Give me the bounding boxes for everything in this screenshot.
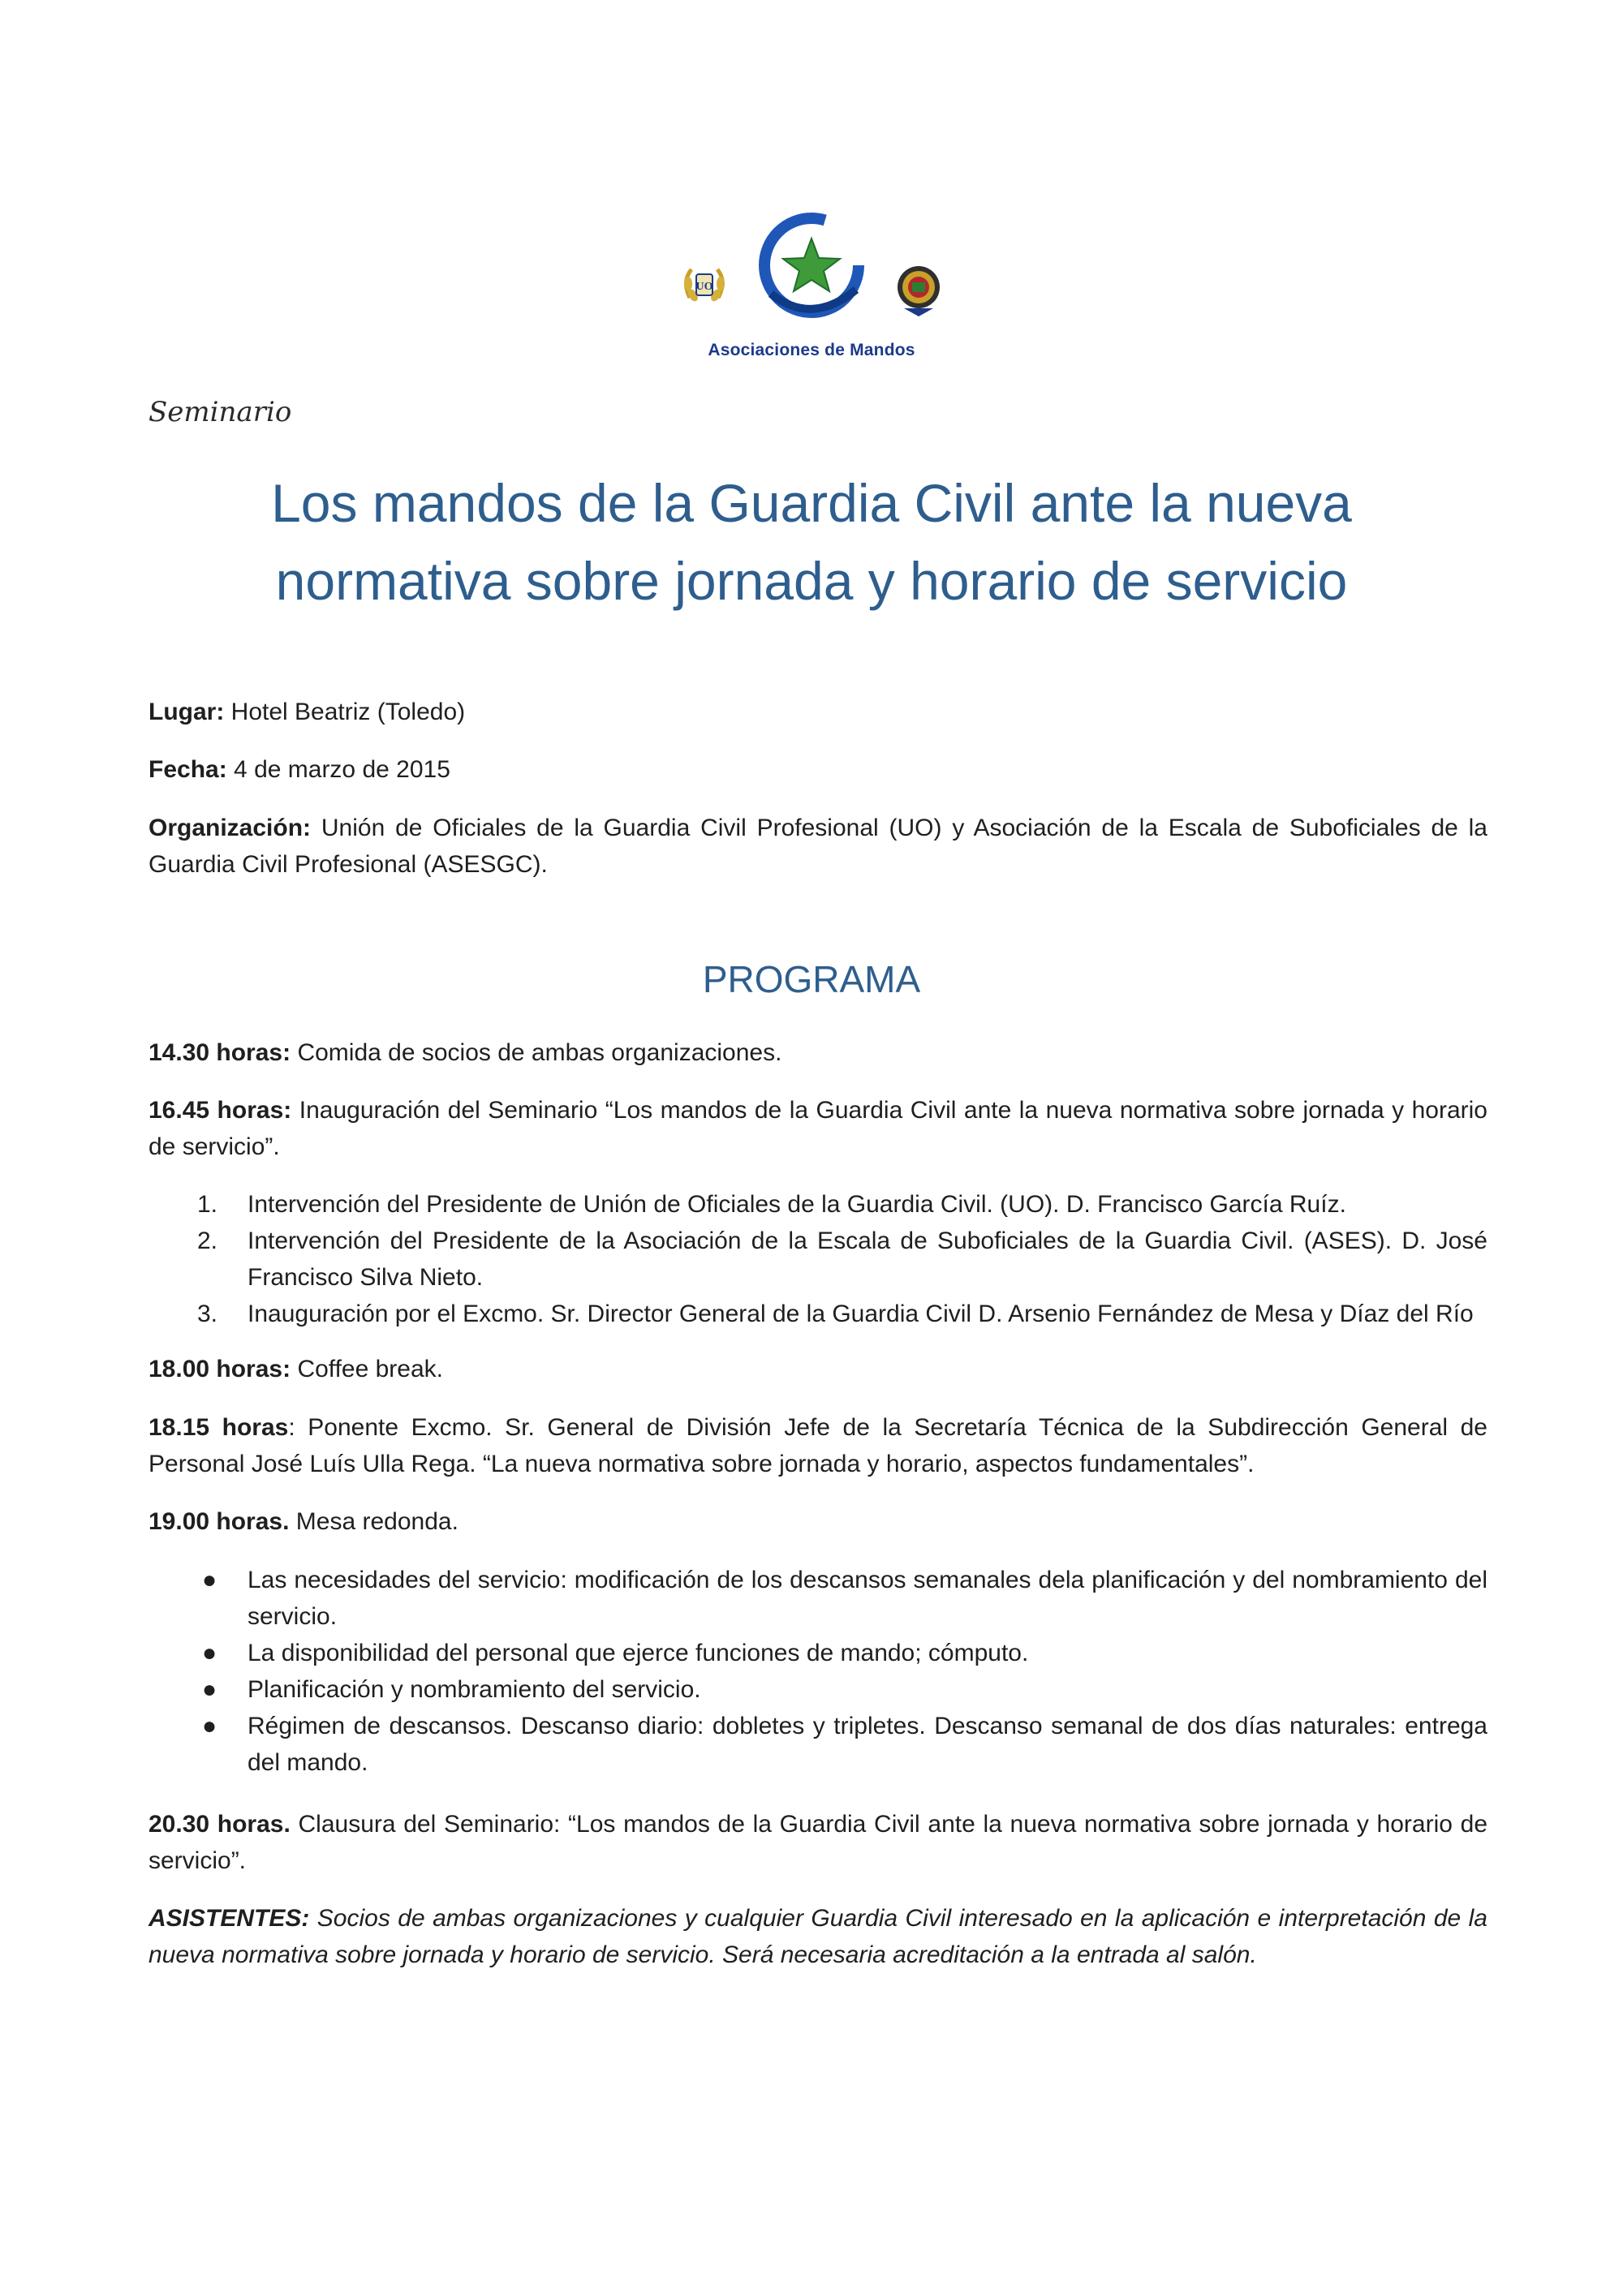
logo-emblem-icon [674,213,949,342]
associations-logo [674,213,949,367]
program-text: : Ponente Excmo. Sr. General de División Jefe de la Secretaría Técnica de la Subdirección General de Personal José Luís Ulla Rega. “La nueva normativa sobre jornada y horario, aspectos fundamentales”. [149,1414,1487,1477]
section-label: Seminario [149,396,292,428]
attendees-label: ASISTENTES: [149,1905,310,1932]
location-value: Hotel Beatriz (Toledo) [230,699,466,725]
program-text: Comida de socios de ambas organizaciones. [297,1039,782,1066]
list-item-text: La disponibilidad del personal que ejerce funciones de mando; cómputo. [248,1640,1029,1666]
list-item-text: Régimen de descansos. Descanso diario: dobletes y tripletes. Descanso semanal de dos días naturales: entrega del mando. [248,1713,1487,1776]
bullet-icon: ● [202,1713,217,1739]
date-value: 4 de marzo de 2015 [234,756,450,783]
numbered-list [149,1186,1487,1332]
bullet-icon: ● [202,1640,217,1666]
list-item-text: Intervención del Presidente de la Asociación de la Escala de Suboficiales de la Guardia Civil. (ASES). D. José Francisco Silva Nieto. [248,1228,1487,1291]
bullet-icon: ● [202,1676,217,1703]
list-number: 1. [197,1191,218,1218]
list-item-text: Planificación y nombramiento del servicio. [248,1676,701,1703]
program-time: 19.00 horas. [149,1508,290,1535]
list-number: 2. [197,1228,218,1254]
list-item [149,1186,1487,1223]
list-item-text: Intervención del Presidente de Unión de Oficiales de la Guardia Civil. (UO). D. Francisco García Ruíz. [248,1191,1346,1218]
organization-paragraph [149,810,1487,883]
list-item-text: Inauguración por el Excmo. Sr. Director General de la Guardia Civil D. Arsenio Fernández de Mesa y Díaz del Río [248,1301,1474,1327]
list-item [149,1562,1487,1635]
program-text: Clausura del Seminario: “Los mandos de la Guardia Civil ante la nueva normativa sobre jornada y horario de servicio”. [149,1811,1487,1874]
program-time: 14.30 horas: [149,1039,291,1066]
program-text: Coffee break. [297,1356,443,1382]
list-number: 3. [197,1301,218,1327]
laurel-badge-icon [684,269,725,303]
program-text: Inauguración del Seminario “Los mandos de la Guardia Civil ante la nueva normativa sobre jornada y horario de servicio”. [149,1097,1487,1160]
shield-emblem-icon [898,266,940,316]
program-time: 20.30 horas. [149,1811,291,1838]
list-item [149,1671,1487,1708]
programa-heading: PROGRAMA [702,958,921,1000]
location-label: Lugar: [149,699,225,725]
bullet-list [149,1562,1487,1781]
program-item-1645 [149,1092,1487,1165]
program-text: Mesa redonda. [295,1508,458,1535]
title-line-2: normativa sobre jornada y horario de servicio [275,551,1348,611]
title-line-1: Los mandos de la Guardia Civil ante la nueva [271,473,1352,533]
organization-value: Unión de Oficiales de la Guardia Civil Profesional (UO) y Asociación de la Escala de Suboficiales de la Guardia Civil Profesional (ASESGC). [149,815,1487,878]
attendees-text: Socios de ambas organizaciones y cualquier Guardia Civil interesado en la aplicación e interpretación de la nueva normativa sobre jornada y horario de servicio. Será necesaria acreditación a la entrada al salón. [149,1905,1487,1968]
list-item [149,1708,1487,1781]
program-time: 18.00 horas: [149,1356,291,1382]
list-item-text: Las necesidades del servicio: modificación de los descansos semanales dela planificación y del nombramiento del servicio. [248,1567,1487,1630]
organization-label: Organización: [149,815,312,841]
bullet-icon: ● [202,1567,217,1593]
program-time: 16.45 horas: [149,1097,292,1124]
program-item-1430 [149,1034,1487,1071]
star-swirl-icon [764,218,859,312]
program-item-2030 [149,1806,1487,1879]
date-label: Fecha: [149,756,227,783]
program-item-1815 [149,1409,1487,1482]
badge-text: UO [695,281,713,293]
logo-caption: Asociaciones de Mandos [708,341,915,359]
list-item [149,1635,1487,1671]
location-line [149,694,1487,730]
list-item [149,1223,1487,1296]
attendees-paragraph [149,1900,1487,1973]
program-time: 18.15 horas [149,1414,289,1441]
program-item-1800 [149,1351,1487,1387]
list-item [149,1296,1487,1332]
program-item-1900 [149,1503,1487,1540]
page-title [162,464,1461,620]
date-line [149,751,1487,788]
